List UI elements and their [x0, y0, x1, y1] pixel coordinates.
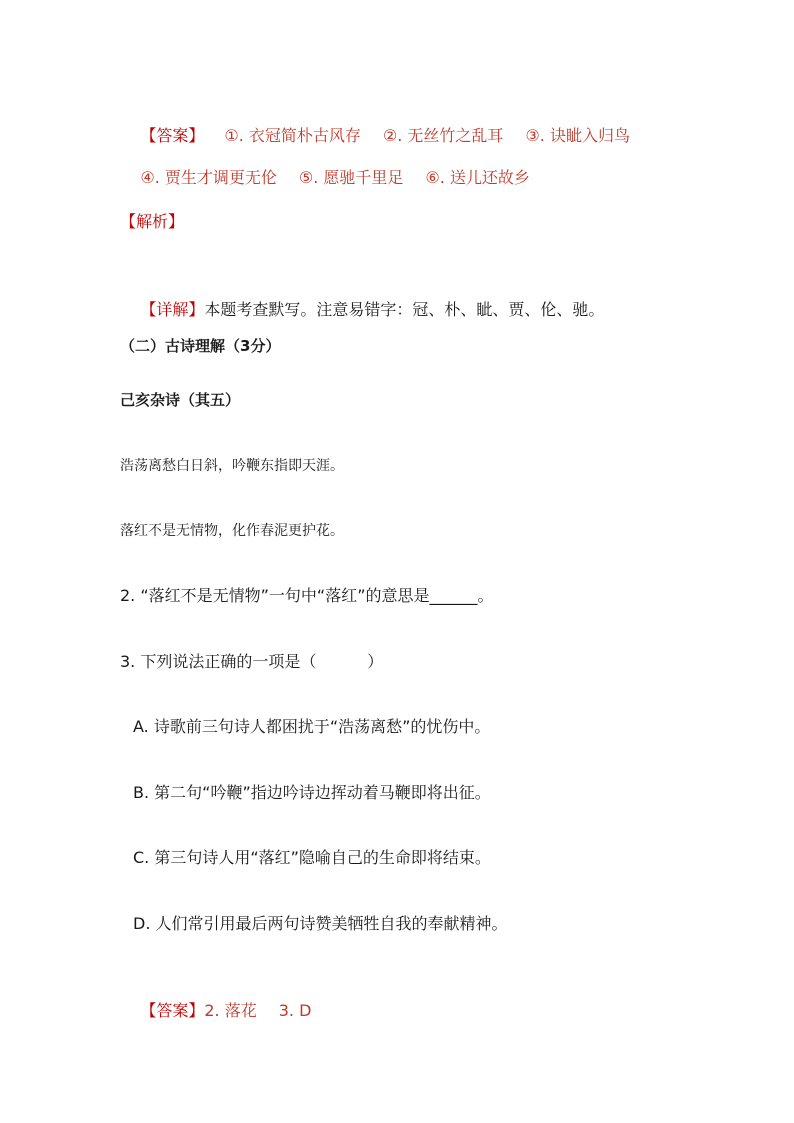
answer-item-3: ③. 诀眦入归鸟 [525, 126, 630, 145]
answer-2-item-2: 3. D [278, 1001, 312, 1020]
analysis-tag: 【解析】 [120, 212, 185, 231]
question-2: 2. “落红不是无情物”一句中“落红”的意思是______。 [120, 586, 494, 605]
answer-tag: 【答案】 [140, 126, 205, 145]
poem-line-1: 浩荡离愁白日斜，吟鞭东指即天涯。 [120, 458, 344, 474]
answer-item-4: ④. 贾生才调更无伦 [140, 168, 277, 187]
question-3-stem: 3. 下列说法正确的一项是（ ） [120, 652, 384, 671]
answer-item-2: ②. 无丝竹之乱耳 [382, 126, 504, 145]
answer-item-6: ⑥. 送儿还故乡 [425, 168, 530, 187]
option-b: B. 第二句“吟鞭”指边吟诗边挥动着马鞭即将出征。 [133, 783, 491, 802]
option-a: A. 诗歌前三句诗人都困扰于“浩荡离愁”的忧伤中。 [133, 717, 491, 736]
answer-1-row-2 [120, 148, 552, 208]
answer-2-line [120, 981, 311, 1041]
answer-item-5: ⑤. 愿驰千里足 [298, 168, 404, 187]
detail-line [120, 280, 604, 340]
detail-tag: 【详解】 [140, 300, 205, 319]
section-title: （二）古诗理解（3分） [120, 337, 281, 355]
option-c: C. 第三句诗人用“落红”隐喻自己的生命即将结束。 [133, 848, 491, 867]
option-d: D. 人们常引用最后两句诗赞美牺牲自我的奉献精神。 [133, 914, 508, 933]
answer-2-item-1: 2. 落花 [204, 1001, 257, 1020]
answer-2-tag: 【答案】 [140, 1001, 205, 1020]
answer-item-1: ①. 衣冠简朴古风存 [224, 126, 361, 145]
poem-line-2: 落红不是无情物，化作春泥更护花。 [120, 523, 344, 539]
poem-title: 己亥杂诗（其五） [120, 391, 241, 409]
detail-text: 本题考查默写。注意易错字：冠、朴、眦、贾、伦、驰。 [204, 300, 605, 319]
